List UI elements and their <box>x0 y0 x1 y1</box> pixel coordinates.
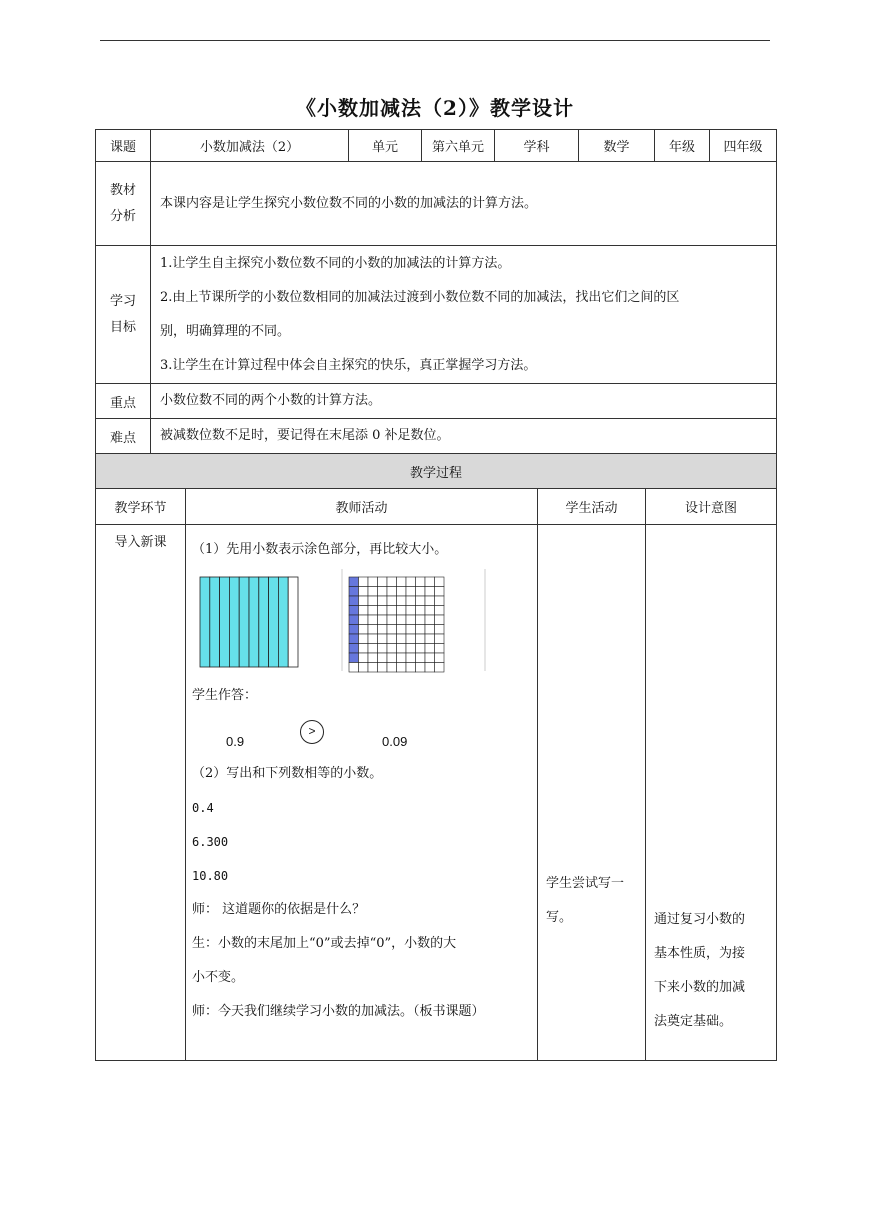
hundredths-cell <box>349 596 359 606</box>
hundredths-cell <box>416 596 426 606</box>
unit-label: 单元 <box>349 130 422 162</box>
hundredths-cell <box>378 663 388 673</box>
hundredths-cell <box>359 663 369 673</box>
hundredths-cell <box>425 587 435 597</box>
goals-cell <box>151 246 777 384</box>
hundredths-cell <box>368 644 378 654</box>
teacher-line-1: （1）先用小数表示涂色部分，再比较大小。 <box>192 542 448 557</box>
hundredths-cell <box>435 596 445 606</box>
hundredths-cell <box>416 634 426 644</box>
hundredths-cell <box>416 625 426 635</box>
hundredths-cell <box>349 634 359 644</box>
student-line-1: 学生尝试写一 <box>546 876 625 891</box>
topic-label: 课题 <box>96 130 151 162</box>
stage-cell <box>96 525 186 1061</box>
hundredths-cell <box>425 625 435 635</box>
hundredths-cell <box>359 606 369 616</box>
tenths-strip <box>210 577 220 667</box>
hundredths-cell <box>387 615 397 625</box>
key-text: 小数位数不同的两个小数的计算方法。 <box>151 384 777 419</box>
hundredths-cell <box>416 663 426 673</box>
analysis-label-line-1: 教材 <box>109 182 136 198</box>
hundredths-cell <box>397 625 407 635</box>
comparison-row <box>192 713 531 757</box>
hundredths-cell <box>387 577 397 587</box>
hundredths-cell <box>406 615 416 625</box>
hundredths-cell <box>397 653 407 663</box>
hundredths-cell <box>349 653 359 663</box>
compare-left: 0.9 <box>226 734 245 749</box>
hundredths-cell <box>406 663 416 673</box>
hundredths-cell <box>387 587 397 597</box>
goals-label-line-2: 目标 <box>109 319 136 335</box>
hundredths-cell <box>397 615 407 625</box>
tenths-strip <box>269 577 279 667</box>
shading-figures-svg <box>192 567 532 679</box>
subject-value: 数学 <box>579 130 655 162</box>
hundredths-cell <box>368 615 378 625</box>
col-teacher: 教师活动 <box>186 489 538 525</box>
compare-symbol: > <box>300 720 324 744</box>
goal-1: 1.让学生自主探究小数位数不同的小数的加减法的计算方法。 <box>160 255 511 271</box>
teacher-line-2: （2）写出和下列数相等的小数。 <box>192 766 383 781</box>
col-intent: 设计意图 <box>646 489 777 525</box>
hundredths-cell <box>387 606 397 616</box>
key-label: 重点 <box>96 384 151 419</box>
hundredths-cell <box>359 653 369 663</box>
tenths-strip <box>288 577 298 667</box>
hundredths-cell <box>387 653 397 663</box>
analysis-label <box>96 162 151 246</box>
hundredths-cell <box>416 644 426 654</box>
stage-text: 导入新课 <box>114 535 167 550</box>
hundredths-cell <box>349 615 359 625</box>
subject-label: 学科 <box>495 130 579 162</box>
hundredths-cell <box>359 625 369 635</box>
compare-right: 0.09 <box>382 734 408 749</box>
hundredths-cell <box>397 663 407 673</box>
hundredths-cell <box>425 596 435 606</box>
hundredths-cell <box>387 625 397 635</box>
hundredths-cell <box>378 653 388 663</box>
goals-label <box>96 246 151 384</box>
hundredths-cell <box>359 577 369 587</box>
hundredths-cell <box>425 644 435 654</box>
hundredths-cell <box>425 577 435 587</box>
hundredths-cell <box>435 644 445 654</box>
hundredths-cell <box>416 653 426 663</box>
analysis-label-line-2: 分析 <box>109 208 136 224</box>
hundredths-cell <box>368 663 378 673</box>
difficulty-label: 难点 <box>96 419 151 454</box>
hundredths-cell <box>397 644 407 654</box>
tenths-strip <box>229 577 239 667</box>
hundredths-cell <box>387 596 397 606</box>
hundredths-cell <box>378 634 388 644</box>
hundredths-cell <box>349 663 359 673</box>
hundredths-cell <box>425 634 435 644</box>
hundredths-cell <box>368 606 378 616</box>
topic-value: 小数加减法（2） <box>151 130 349 162</box>
hundredths-cell <box>349 587 359 597</box>
hundredths-cell <box>397 634 407 644</box>
col-stage: 教学环节 <box>96 489 186 525</box>
hundredths-cell <box>425 663 435 673</box>
hundredths-cell <box>368 653 378 663</box>
intent-line-2: 基本性质，为接 <box>654 946 746 961</box>
hundredths-cell <box>378 577 388 587</box>
hundredths-cell <box>359 634 369 644</box>
hundredths-cell <box>435 663 445 673</box>
student-line-2: 写。 <box>546 910 573 925</box>
document-title: 《小数加减法（2）》教学设计 <box>296 96 574 120</box>
hundredths-cell <box>435 634 445 644</box>
hundredths-cell <box>416 615 426 625</box>
number-2: 6.300 <box>192 835 229 849</box>
hundredths-cell <box>349 625 359 635</box>
unit-value: 第六单元 <box>422 130 495 162</box>
top-rule <box>100 40 770 41</box>
hundredths-cell <box>406 625 416 635</box>
hundredths-cell <box>435 587 445 597</box>
teacher-cell <box>186 525 538 1061</box>
tenths-figure <box>200 577 298 667</box>
hundredths-cell <box>435 606 445 616</box>
teacher-line-5: 师：今天我们继续学习小数的加减法。（板书课题） <box>192 1004 485 1019</box>
tenths-strip <box>200 577 210 667</box>
hundredths-cell <box>349 577 359 587</box>
hundredths-cell <box>359 587 369 597</box>
hundredths-cell <box>378 587 388 597</box>
process-table <box>95 453 777 1061</box>
hundredths-cell <box>406 587 416 597</box>
student-cell <box>538 525 646 1061</box>
teacher-line-4b: 小不变。 <box>192 970 245 985</box>
hundredths-cell <box>378 596 388 606</box>
hundredths-cell <box>378 644 388 654</box>
hundredths-cell <box>378 606 388 616</box>
hundredths-cell <box>435 625 445 635</box>
teacher-line-3: 师： 这道题你的依据是什么？ <box>192 902 366 917</box>
intent-line-4: 法奠定基础。 <box>654 1014 733 1029</box>
hundredths-cell <box>378 625 388 635</box>
hundredths-cell <box>359 596 369 606</box>
hundredths-cell <box>368 634 378 644</box>
hundredths-cell <box>368 577 378 587</box>
tenths-strip <box>259 577 269 667</box>
hundredths-cell <box>359 644 369 654</box>
hundredths-cell <box>406 606 416 616</box>
shading-figures <box>192 567 531 679</box>
col-student: 学生活动 <box>538 489 646 525</box>
hundredths-cell <box>416 606 426 616</box>
hundredths-cell <box>397 577 407 587</box>
tenths-strip <box>239 577 249 667</box>
analysis-text: 本课内容是让学生探究小数位数不同的小数的加减法的计算方法。 <box>151 162 777 246</box>
number-1: 0.4 <box>192 801 214 815</box>
hundredths-cell <box>368 596 378 606</box>
intent-line-3: 下来小数的加减 <box>654 980 746 995</box>
hundredths-cell <box>435 615 445 625</box>
hundredths-cell <box>406 644 416 654</box>
intent-line-1: 通过复习小数的 <box>654 912 746 927</box>
hundredths-cell <box>397 606 407 616</box>
tenths-strip <box>249 577 259 667</box>
grade-label: 年级 <box>655 130 710 162</box>
goal-2a: 2.由上节课所学的小数位数相同的加减法过渡到小数位数不同的加减法，找出它们之间的区 <box>160 289 680 305</box>
hundredths-cell <box>349 606 359 616</box>
info-table <box>95 129 777 454</box>
hundredths-cell <box>397 596 407 606</box>
teacher-line-4a: 生：小数的末尾加上“0”或去掉“0”，小数的大 <box>192 936 457 951</box>
process-heading: 教学过程 <box>96 454 777 489</box>
hundredths-cell <box>406 596 416 606</box>
hundredths-cell <box>425 653 435 663</box>
answer-label: 学生作答： <box>192 688 258 703</box>
difficulty-text: 被减数位数不足时，要记得在末尾添 0 补足数位。 <box>151 419 777 454</box>
hundredths-cell <box>378 615 388 625</box>
hundredths-cell <box>435 653 445 663</box>
hundredths-figure <box>342 569 485 672</box>
hundredths-cell <box>425 615 435 625</box>
number-3: 10.80 <box>192 869 229 883</box>
hundredths-cell <box>387 663 397 673</box>
hundredths-cell <box>416 587 426 597</box>
grade-value: 四年级 <box>710 130 777 162</box>
hundredths-cell <box>416 577 426 587</box>
hundredths-cell <box>397 587 407 597</box>
goal-3: 3.让学生在计算过程中体会自主探究的快乐，真正掌握学习方法。 <box>160 357 537 373</box>
hundredths-cell <box>368 625 378 635</box>
hundredths-cell <box>406 634 416 644</box>
tenths-strip <box>278 577 288 667</box>
goal-2b: 别，明确算理的不同。 <box>160 323 291 339</box>
hundredths-cell <box>387 644 397 654</box>
hundredths-cell <box>406 577 416 587</box>
goals-label-line-1: 学习 <box>109 293 136 309</box>
hundredths-cell <box>359 615 369 625</box>
hundredths-cell <box>387 634 397 644</box>
hundredths-cell <box>406 653 416 663</box>
intent-cell <box>646 525 777 1061</box>
tenths-strip <box>220 577 230 667</box>
hundredths-cell <box>435 577 445 587</box>
hundredths-cell <box>425 606 435 616</box>
hundredths-cell <box>349 644 359 654</box>
hundredths-cell <box>368 587 378 597</box>
